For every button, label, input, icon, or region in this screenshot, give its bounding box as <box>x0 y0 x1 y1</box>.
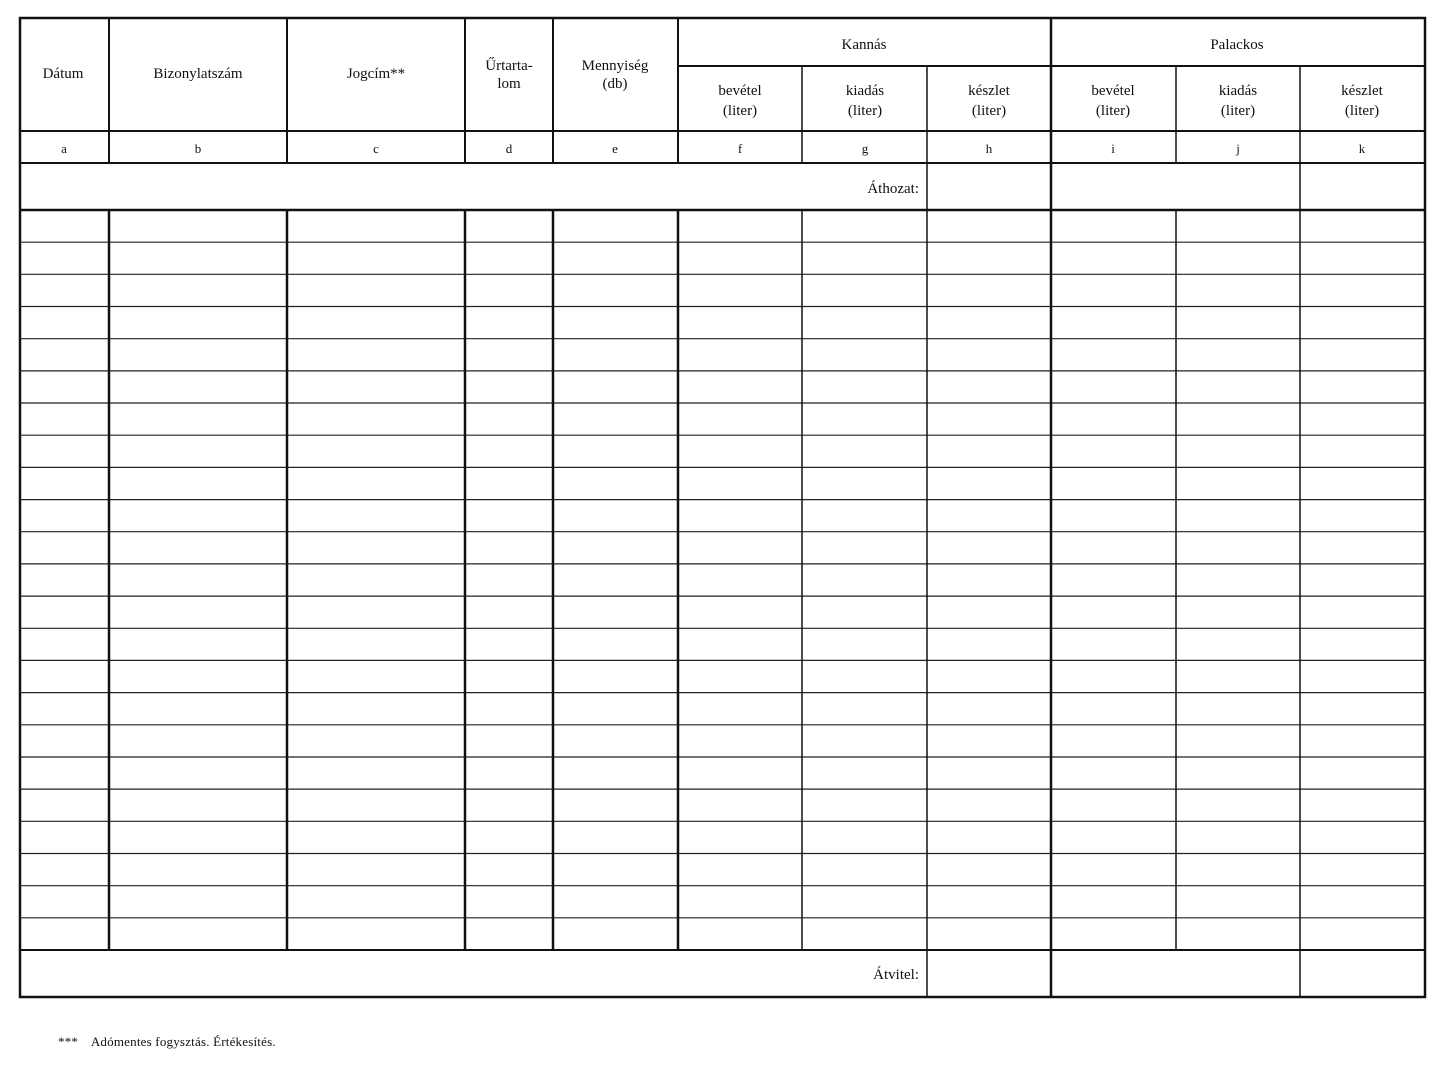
subheader-palackos-keszlet-unit: (liter) <box>1344 103 1380 119</box>
subheader-kannas-kiadas-unit: (liter) <box>847 103 883 119</box>
column-letter-j: j <box>1236 141 1240 156</box>
subheader-kannas-bevetel: bevétel <box>718 83 762 99</box>
footnote-stars: *** <box>58 1034 79 1049</box>
column-letter-g: g <box>861 141 869 156</box>
subheader-kannas-keszlet-unit: (liter) <box>971 103 1007 119</box>
subheader-palackos-kiadas: kiadás <box>1218 83 1258 99</box>
subheader-kannas-kiadas: kiadás <box>845 83 885 99</box>
body-row-lines <box>20 242 1425 918</box>
header-kannas: Kannás <box>841 37 887 53</box>
subheader-kannas-bevetel-unit: (liter) <box>722 103 758 119</box>
header-mennyiseg-line1: Mennyiség <box>581 58 649 74</box>
column-letter-h: h <box>985 141 993 156</box>
subheader-palackos-keszlet: készlet <box>1341 83 1383 99</box>
header-urtartalom-line2: lom <box>497 76 521 92</box>
column-letter-i: i <box>1111 141 1115 156</box>
subheader-kannas-keszlet: készlet <box>968 83 1010 99</box>
column-letter-e: e <box>612 141 618 156</box>
column-letter-k: k <box>1358 141 1366 156</box>
footnote-text: Adómentes fogysztás. Értékesítés. <box>90 1034 276 1049</box>
column-letter-f: f <box>737 141 743 156</box>
subheader-palackos-bevetel: bevétel <box>1091 83 1135 99</box>
footnote <box>58 1034 276 1050</box>
header-bizonylatszam: Bizonylatszám <box>153 66 243 82</box>
header-urtartalom-line1: Űrtarta- <box>485 58 533 74</box>
column-letter-c: c <box>373 141 379 156</box>
column-letter-d: d <box>505 141 513 156</box>
subheader-palackos-kiadas-unit: (liter) <box>1220 103 1256 119</box>
header-datum: Dátum <box>42 66 84 82</box>
athozat-label: Áthozat: <box>867 181 919 197</box>
table-border <box>20 18 1425 997</box>
subheader-palackos-bevetel-unit: (liter) <box>1095 103 1131 119</box>
header-mennyiseg-line2: (db) <box>602 76 628 92</box>
header-palackos: Palackos <box>1210 37 1264 53</box>
column-letter-a: a <box>61 141 67 156</box>
atvitel-label: Átvitel: <box>873 967 919 983</box>
header-jogcim: Jogcím** <box>346 66 406 82</box>
column-letter-b: b <box>194 141 202 156</box>
